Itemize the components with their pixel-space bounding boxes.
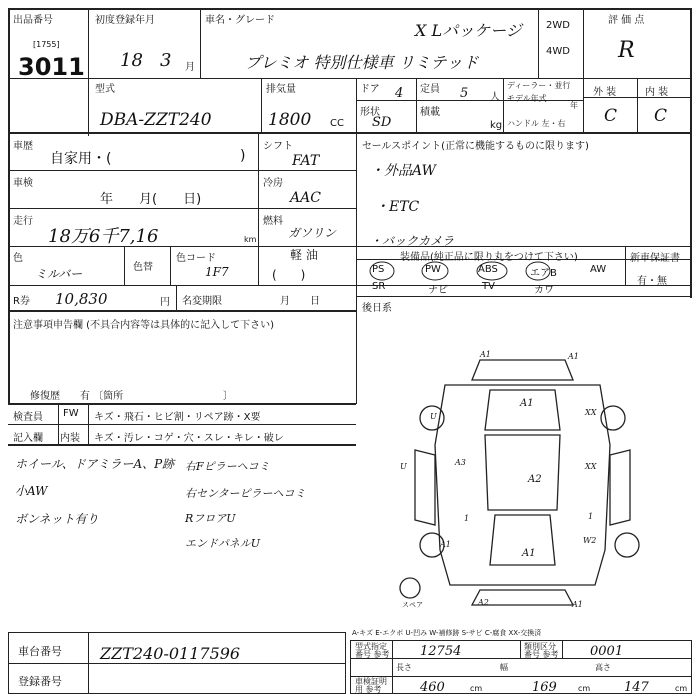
- mark-14: U: [430, 412, 437, 421]
- width-label: 幅: [500, 663, 508, 672]
- cm-unit-3: cm: [675, 684, 688, 693]
- name-label: 車名・グレード: [205, 15, 275, 26]
- mark-16: 1: [588, 512, 594, 521]
- color: ミルバー: [35, 267, 83, 281]
- diagram-legend: A-キズ E-エクボ U-凹み W-補修跡 S-サビ C-腐食 XX-交換済: [352, 629, 542, 637]
- mark-2: A1: [568, 352, 579, 361]
- remark-5: 右センターピラーヘコミ: [185, 487, 306, 500]
- mark-3: A1: [520, 398, 534, 409]
- first-reg-month: 3: [160, 50, 172, 71]
- lot-label: 出品番号: [13, 15, 53, 26]
- dealer-label: ディーラー・並行: [507, 81, 571, 90]
- mark-5: A3: [455, 458, 466, 467]
- interior-grade: C: [654, 106, 668, 126]
- month-unit: 月: [185, 62, 195, 73]
- inspection-value: 年 月( 日): [100, 192, 202, 207]
- height: 147: [624, 680, 649, 695]
- car-name: プレミオ 特別仕様車 リミテッド: [245, 53, 479, 72]
- repair-label: 修復歴 有 〔箇所 〕: [30, 391, 234, 402]
- fuel-diesel: 軽 油: [290, 248, 318, 262]
- history-label: 車歴: [13, 141, 33, 152]
- fuel-other: ( ): [272, 268, 306, 282]
- notes-label: 注意事項申告欄 (不具合内容等は具体的に記入して下さい): [13, 320, 274, 331]
- equip-ps: PS: [372, 264, 385, 275]
- displacement: 1800: [268, 110, 312, 130]
- mileage: 18万6千7,16: [48, 226, 159, 247]
- remark-1: ホイール、ドアミラーA、P跡: [15, 457, 175, 471]
- mark-15: 1: [464, 514, 470, 523]
- class: 0001: [590, 644, 624, 659]
- mark-12: A2: [478, 598, 489, 607]
- type-cert: 12754: [420, 644, 462, 659]
- inspection-label: 車検: [13, 178, 33, 189]
- equip-leather: カワ: [534, 285, 554, 296]
- warranty-value: 有・無: [637, 276, 667, 287]
- doors-label: ドア: [360, 84, 380, 95]
- history-value: 自家用・(: [50, 151, 112, 167]
- mark-13: U: [400, 462, 407, 471]
- int-label: 内装: [60, 433, 80, 444]
- length-label: 長さ: [396, 663, 412, 672]
- exterior-label: 外 装: [593, 87, 617, 98]
- cc-unit: CC: [330, 118, 344, 129]
- equip-airbag: エアB: [530, 268, 557, 279]
- remark-7: エンドパネルU: [185, 537, 261, 550]
- remark-6: RフロアU: [185, 512, 236, 525]
- fw-items: キズ・飛石・ヒビ割・リペア跡・X要: [94, 412, 261, 423]
- cm-unit-1: cm: [470, 684, 483, 693]
- mark-8: A2: [528, 474, 542, 485]
- score: R: [618, 38, 635, 63]
- warranty-label: 新車保証書: [630, 253, 680, 264]
- drive-2wd: 2WD: [546, 20, 570, 31]
- equipment-circles: [356, 259, 596, 283]
- history-close: ): [240, 148, 246, 164]
- remark-3: ボンネット有り: [15, 512, 99, 526]
- cooling-label: 冷房: [263, 178, 283, 189]
- mark-spare: スペア: [402, 601, 423, 609]
- color-change-label: 色替: [133, 262, 153, 273]
- selling-label: セールスポイント(正常に機能するものに限ります): [362, 141, 589, 152]
- height-label: 高さ: [595, 663, 611, 672]
- shift-label: シフト: [263, 141, 293, 152]
- equip-abs: ABS: [478, 264, 498, 275]
- mark-4: A1: [522, 548, 536, 559]
- color-code: 1F7: [205, 265, 229, 279]
- mark-7: XX: [585, 462, 597, 471]
- shape-label: 形状: [360, 107, 380, 118]
- width: 169: [532, 680, 557, 695]
- color-code-label: 色コード: [176, 253, 216, 264]
- handle-label: ハンドル 左・右: [507, 119, 566, 128]
- cm-unit-2: cm: [578, 684, 591, 693]
- mileage-label: 走行: [13, 216, 33, 227]
- type-cert-label: 型式指定番号 参考: [355, 642, 390, 659]
- mark-1: A1: [480, 350, 491, 359]
- cooling: AAC: [290, 190, 321, 206]
- doors: 4: [395, 86, 404, 101]
- equip-tv: TV: [482, 281, 495, 292]
- recycle: 10,830: [55, 290, 108, 308]
- selling-point-3: ・バックカメラ: [370, 234, 455, 248]
- year-unit: 年: [570, 101, 578, 110]
- size-label: 車検証明用 参考: [355, 677, 387, 694]
- car-damage-diagram: [395, 350, 650, 615]
- yen-unit: 円: [160, 297, 170, 308]
- kg-unit: kg: [490, 120, 503, 131]
- color-label: 色: [13, 253, 23, 264]
- mark-6: XX: [585, 408, 597, 417]
- equip-navi: ナビ: [428, 285, 448, 296]
- name-change-label: 名変期限: [182, 296, 222, 307]
- mark-11: A1: [572, 600, 583, 609]
- chassis-label: 車台番号: [18, 645, 62, 658]
- lot-number: 3011: [18, 53, 85, 81]
- interior-label: 内 装: [645, 87, 669, 98]
- shape: SD: [372, 115, 392, 130]
- name-change-value: 月 日: [280, 296, 320, 307]
- first-reg-year: 18: [120, 50, 143, 71]
- equip-aw: AW: [590, 264, 607, 275]
- fuel-label: 燃料: [263, 216, 283, 227]
- first-reg-label: 初度登録年月: [95, 15, 155, 26]
- capacity: 5: [460, 86, 469, 101]
- mark-10: W2: [583, 536, 597, 545]
- equipment-label: 装備品(純正品に限り丸をつけて下さい): [400, 252, 578, 263]
- chassis: ZZT240-0117596: [100, 644, 241, 663]
- seat-label: 後日系: [362, 303, 392, 314]
- selling-point-1: ・外品AW: [370, 163, 436, 179]
- km-unit: km: [244, 235, 257, 244]
- int-items: キズ・汚レ・コゲ・穴・スレ・キレ・破レ: [94, 433, 284, 444]
- load-label: 積載: [420, 107, 440, 118]
- selling-point-2: ・ETC: [375, 199, 420, 215]
- lot-sub: [1755]: [33, 40, 60, 49]
- recycle-label: R券: [13, 296, 30, 307]
- length: 460: [420, 680, 445, 695]
- class-label: 類別区分番号 参考: [524, 642, 559, 659]
- shift: FAT: [292, 153, 320, 169]
- remark-2: 小AW: [15, 484, 48, 498]
- exterior-grade: C: [604, 106, 618, 126]
- inspector-label: 検査員: [13, 412, 43, 423]
- model: DBA-ZZT240: [100, 110, 212, 130]
- fw-label: FW: [63, 408, 79, 419]
- mark-9: A1: [440, 540, 451, 549]
- displacement-label: 排気量: [266, 84, 296, 95]
- drive-4wd: 4WD: [546, 46, 570, 57]
- model-year-label: モデル年式: [507, 94, 547, 103]
- remark-4: 右Fピラーヘコミ: [185, 460, 270, 473]
- grade: X Lパッケージ: [415, 21, 522, 40]
- model-label: 型式: [95, 84, 115, 95]
- reg-label: 登録番号: [18, 675, 62, 688]
- inspector-label-2: 記入欄: [13, 433, 43, 444]
- person-unit: 人: [490, 92, 500, 103]
- capacity-label: 定員: [420, 84, 440, 95]
- equip-sr: SR: [372, 281, 386, 292]
- fuel-gas: ガソリン: [288, 226, 337, 240]
- score-label: 評 価 点: [608, 15, 645, 26]
- equip-pw: PW: [425, 264, 441, 275]
